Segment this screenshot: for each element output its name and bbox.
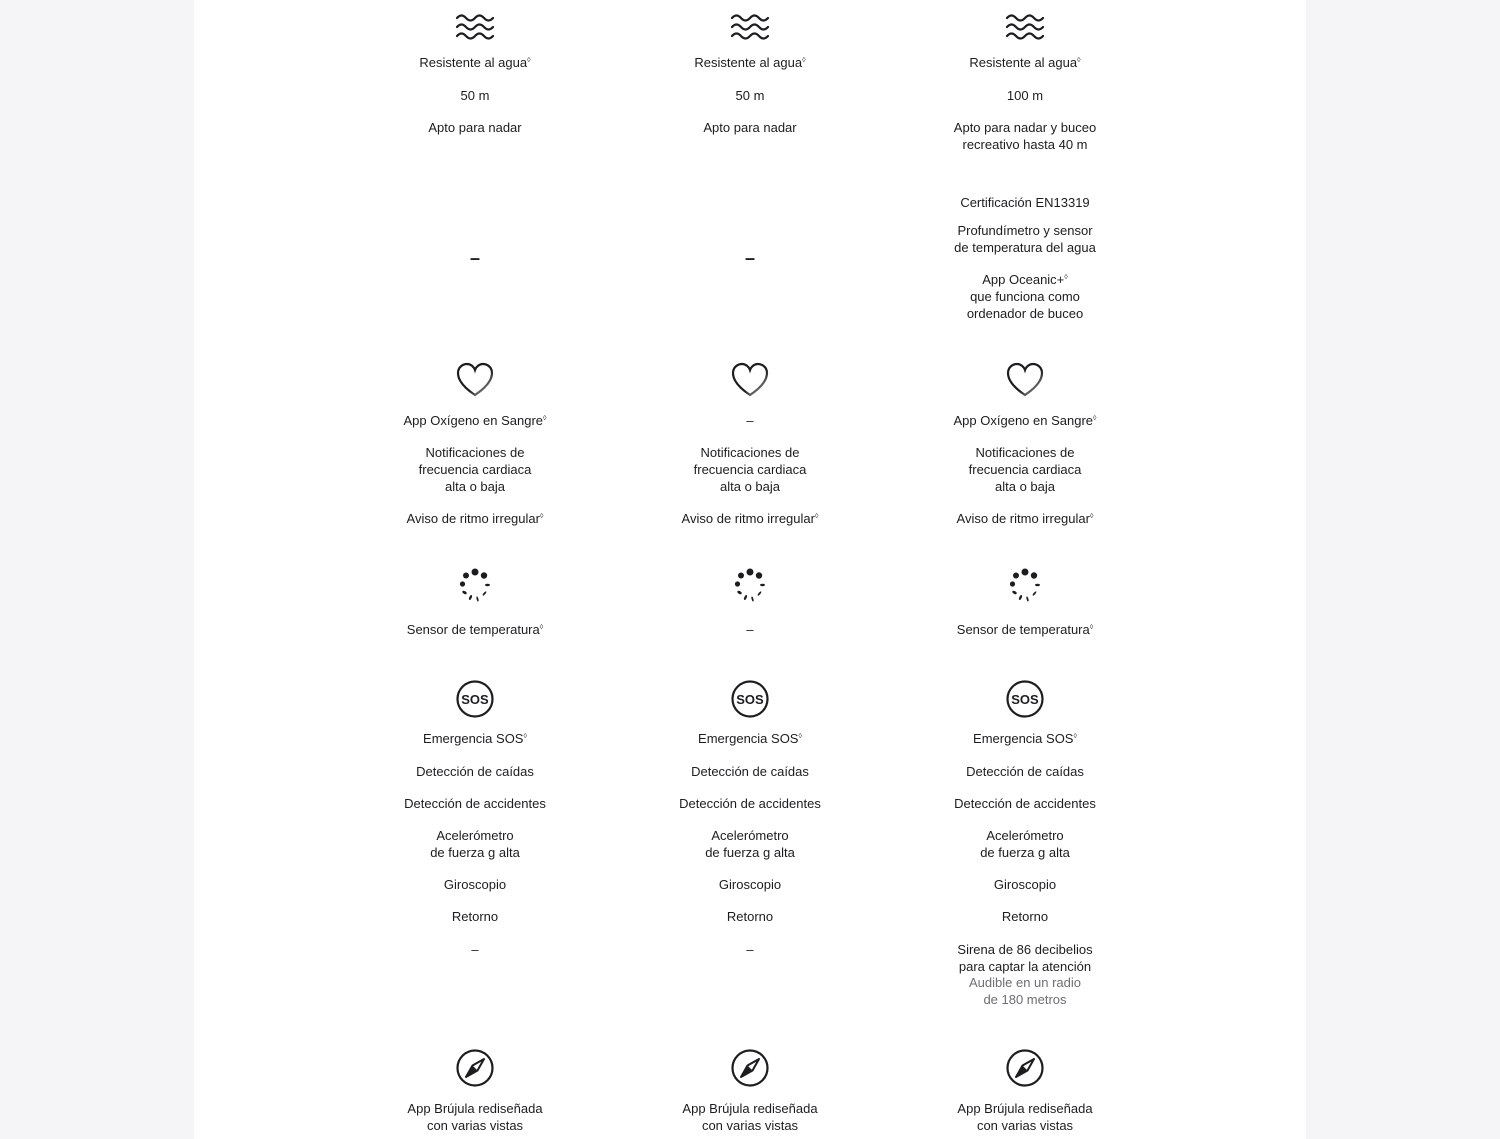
compass-app: App Brújula rediseñada con varias vistas xyxy=(407,1101,543,1133)
irregular-rhythm-notification: Aviso de ritmo irregular◊ xyxy=(681,511,819,526)
temperature-sensor-icon xyxy=(455,568,495,608)
svg-text:SOS: SOS xyxy=(1011,692,1039,707)
water-depth-value: 100 m xyxy=(1006,88,1044,103)
temperature-sensor-label: – xyxy=(746,622,754,637)
water-resistance-label: Resistente al agua◊ xyxy=(419,55,531,70)
compass-app: App Brújula rediseñada con varias vistas xyxy=(957,1101,1093,1133)
emergency-sos: Emergencia SOS◊ xyxy=(423,731,527,746)
dive-features-dash: – xyxy=(744,248,755,268)
water-waves-icon xyxy=(1005,8,1045,48)
sos-icon xyxy=(730,679,770,719)
crash-detection: Detección de accidentes xyxy=(679,796,821,811)
siren-label: Sirena de 86 decibelios para captar la atención xyxy=(957,942,1093,974)
compass-app: App Brújula rediseñada con varias vistas xyxy=(682,1101,818,1133)
temperature-sensor-icon xyxy=(1005,568,1045,608)
model-column-2 xyxy=(640,0,860,1139)
model-column-1 xyxy=(365,0,585,1139)
water-depth-value: 50 m xyxy=(735,88,765,103)
svg-text:SOS: SOS xyxy=(736,692,764,707)
heart-rate-notifications: Notificaciones de frecuencia cardiaca alta o baja xyxy=(968,445,1082,494)
gyroscope: Giroscopio xyxy=(993,877,1057,892)
backtrack: Retorno xyxy=(726,909,774,924)
emergency-sos: Emergencia SOS◊ xyxy=(698,731,802,746)
water-waves-icon xyxy=(730,8,770,48)
high-g-accelerometer: Acelerómetro de fuerza g alta xyxy=(430,828,520,860)
compass-icon xyxy=(455,1048,495,1088)
gyroscope: Giroscopio xyxy=(443,877,507,892)
depth-gauge-label: Profundímetro y sensor de temperatura del agua xyxy=(954,223,1096,255)
high-g-accelerometer: Acelerómetro de fuerza g alta xyxy=(705,828,795,860)
gyroscope: Giroscopio xyxy=(718,877,782,892)
water-use-text: Apto para nadar xyxy=(703,120,797,135)
irregular-rhythm-notification: Aviso de ritmo irregular◊ xyxy=(956,511,1094,526)
water-depth-value: 50 m xyxy=(460,88,490,103)
heart-icon xyxy=(1005,360,1045,400)
compass-icon xyxy=(1005,1048,1045,1088)
sos-icon xyxy=(1005,679,1045,719)
blood-oxygen-app: App Oxígeno en Sangre◊ xyxy=(953,413,1097,428)
siren-dash: – xyxy=(746,942,754,957)
heart-icon xyxy=(455,360,495,400)
water-use-text: Apto para nadar xyxy=(428,120,522,135)
blood-oxygen-app: – xyxy=(746,413,754,428)
blood-oxygen-app: App Oxígeno en Sangre◊ xyxy=(403,413,547,428)
heart-icon xyxy=(730,360,770,400)
irregular-rhythm-notification: Aviso de ritmo irregular◊ xyxy=(406,511,544,526)
comparison-panel xyxy=(194,0,1306,1139)
water-resistance-label: Resistente al agua◊ xyxy=(969,55,1081,70)
dive-features-dash: – xyxy=(469,248,480,268)
water-resistance-label: Resistente al agua◊ xyxy=(694,55,806,70)
model-column-3 xyxy=(915,0,1135,1139)
fall-detection: Detección de caídas xyxy=(416,764,534,779)
siren-dash: – xyxy=(471,942,479,957)
svg-text:SOS: SOS xyxy=(461,692,489,707)
heart-rate-notifications: Notificaciones de frecuencia cardiaca alta o baja xyxy=(418,445,532,494)
temperature-sensor-label: Sensor de temperatura◊ xyxy=(956,622,1094,637)
oceanic-app-label: App Oceanic+◊ que funciona como ordenador de buceo xyxy=(966,272,1084,321)
water-use-text: Apto para nadar y buceo recreativo hasta 40 m xyxy=(953,120,1097,152)
crash-detection: Detección de accidentes xyxy=(404,796,546,811)
compass-icon xyxy=(730,1048,770,1088)
temperature-sensor-icon xyxy=(730,568,770,608)
crash-detection: Detección de accidentes xyxy=(954,796,1096,811)
sos-icon xyxy=(455,679,495,719)
high-g-accelerometer: Acelerómetro de fuerza g alta xyxy=(980,828,1070,860)
backtrack: Retorno xyxy=(1001,909,1049,924)
backtrack: Retorno xyxy=(451,909,499,924)
water-waves-icon xyxy=(455,8,495,48)
fall-detection: Detección de caídas xyxy=(691,764,809,779)
emergency-sos: Emergencia SOS◊ xyxy=(973,731,1077,746)
certification-label: Certificación EN13319 xyxy=(960,195,1090,210)
siren-range-note: Audible en un radio de 180 metros xyxy=(968,975,1082,1007)
temperature-sensor-label: Sensor de temperatura◊ xyxy=(406,622,544,637)
heart-rate-notifications: Notificaciones de frecuencia cardiaca alta o baja xyxy=(693,445,807,494)
fall-detection: Detección de caídas xyxy=(966,764,1084,779)
